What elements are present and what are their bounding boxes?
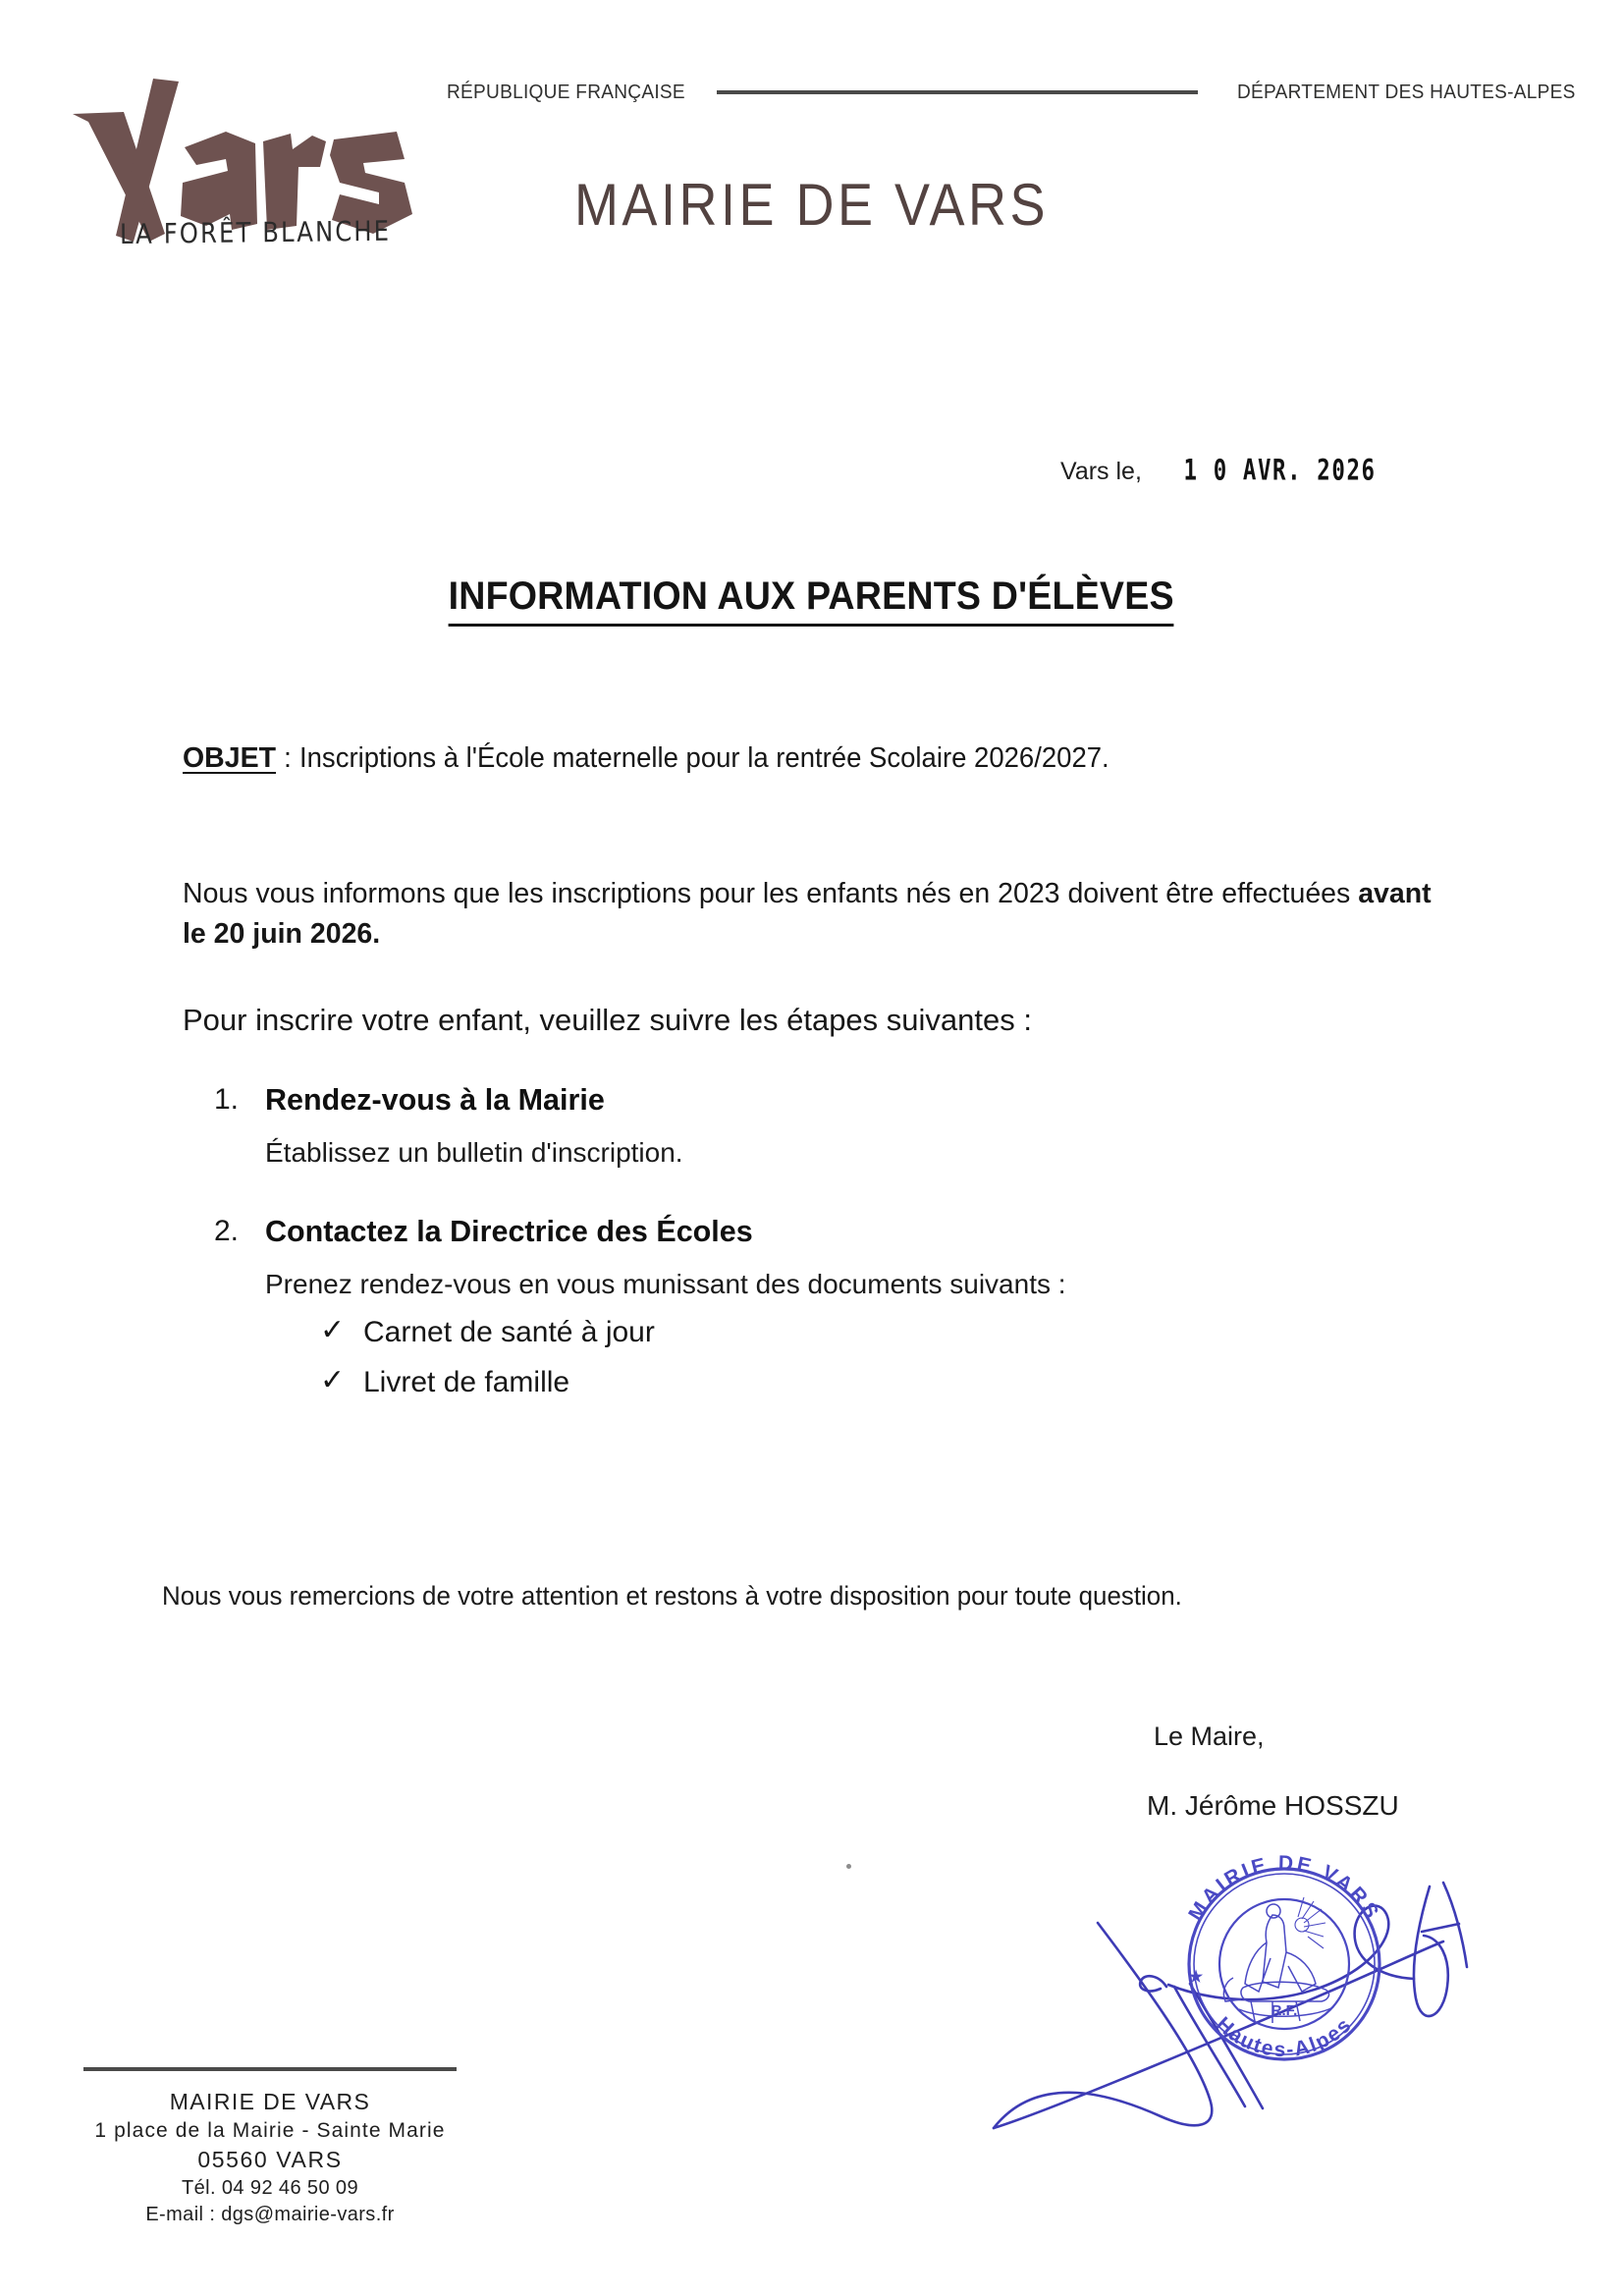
footer-divider (83, 2067, 457, 2071)
paragraph-deadline-text: Nous vous informons que les inscriptions pour les enfants nés en 2023 doivent être effectuées (183, 878, 1359, 910)
objet-label: OBJET (183, 742, 277, 774)
footer-phone: Tél. 04 92 46 50 09 (182, 2176, 358, 2199)
step-item-1 (214, 1079, 1444, 1172)
signature-role: Le Maire, (1154, 1722, 1265, 1751)
mairie-heading (0, 172, 1623, 239)
stamp-star-icon: ★ (1188, 1969, 1204, 1986)
footer-email: E-mail : dgs@mairie-vars.fr (145, 2203, 395, 2225)
logo-tagline: LA FORÊT BLANCHE (119, 214, 392, 250)
steps-list (183, 1079, 1444, 1403)
paragraph-deadline-bold: avant le 20 juin 2026. (183, 878, 1432, 950)
svg-text:MAIRIE DE VARS (1184, 1852, 1384, 1925)
step-number-2: 2. (214, 1215, 240, 1248)
document-label-2: Livret de famille (363, 1366, 570, 1399)
scan-artifact-dot (846, 1864, 851, 1869)
document-body (183, 738, 1444, 1444)
required-documents-list (265, 1312, 1444, 1404)
header-rule-row (447, 81, 1576, 104)
page-title-text: INFORMATION AUX PARENTS D'ÉLÈVES (449, 574, 1174, 627)
mairie-heading-text: MAIRIE DE VARS (573, 172, 1050, 239)
objet-text: Inscriptions à l'École maternelle pour la rentrée Scolaire 2026/2027. (298, 742, 1109, 774)
departement-label: DÉPARTEMENT DES HAUTES-ALPES (1237, 81, 1576, 103)
check-icon: ✓ (320, 1313, 346, 1346)
footer-city: 05560 VARS (197, 2146, 343, 2172)
republique-francaise-label: RÉPUBLIQUE FRANÇAISE (447, 81, 685, 103)
footer (59, 2067, 481, 2227)
mairie-seal-icon (1157, 1834, 1412, 2090)
objet-line (183, 738, 1444, 778)
footer-name: MAIRIE DE VARS (169, 2089, 371, 2114)
step-sub-2: Prenez rendez-vous en vous munissant des documents suivants : (265, 1268, 1066, 1299)
closing-paragraph-text: Nous vous remercions de votre attention et restons à votre disposition pour toute question. (162, 1581, 1182, 1611)
step-heading-1: Rendez-vous à la Mairie (265, 1083, 605, 1118)
step-heading-2: Contactez la Directrice des Écoles (265, 1215, 753, 1249)
paragraph-steps-intro: Pour inscrire votre enfant, veuillez suivre les étapes suivantes : (183, 1003, 1032, 1038)
date-line (1060, 454, 1400, 486)
list-item-document-2 (320, 1362, 1444, 1404)
footer-address: 1 place de la Mairie - Sainte Marie (94, 2118, 446, 2142)
list-item-document-1 (320, 1312, 1444, 1354)
stamp-center-text: R.F. (1271, 2002, 1298, 2019)
step-number-1: 1. (214, 1083, 240, 1117)
page-title (0, 574, 1623, 627)
check-icon: ✓ (320, 1364, 346, 1397)
stamp-top-text: MAIRIE DE VARS (1184, 1851, 1384, 1925)
step-sub-1: Établissez un bulletin d'inscription. (265, 1136, 683, 1168)
official-stamp (1157, 1834, 1412, 2090)
step-item-2 (214, 1211, 1444, 1403)
date-stamp-value: 1 0 AVR. 2026 (1183, 453, 1377, 487)
paragraph-deadline (183, 874, 1444, 954)
header-divider-line (717, 90, 1198, 94)
closing-paragraph (162, 1581, 1438, 1612)
objet-separator: : (276, 742, 299, 774)
document-label-1: Carnet de santé à jour (363, 1315, 655, 1348)
stamp-bottom-text: Hautes-Alpes (1212, 2012, 1357, 2062)
svg-text:Hautes-Alpes (1212, 2013, 1357, 2062)
signature-name: M. Jérôme HOSSZU (1147, 1790, 1399, 1821)
date-label: Vars le, (1060, 458, 1142, 485)
